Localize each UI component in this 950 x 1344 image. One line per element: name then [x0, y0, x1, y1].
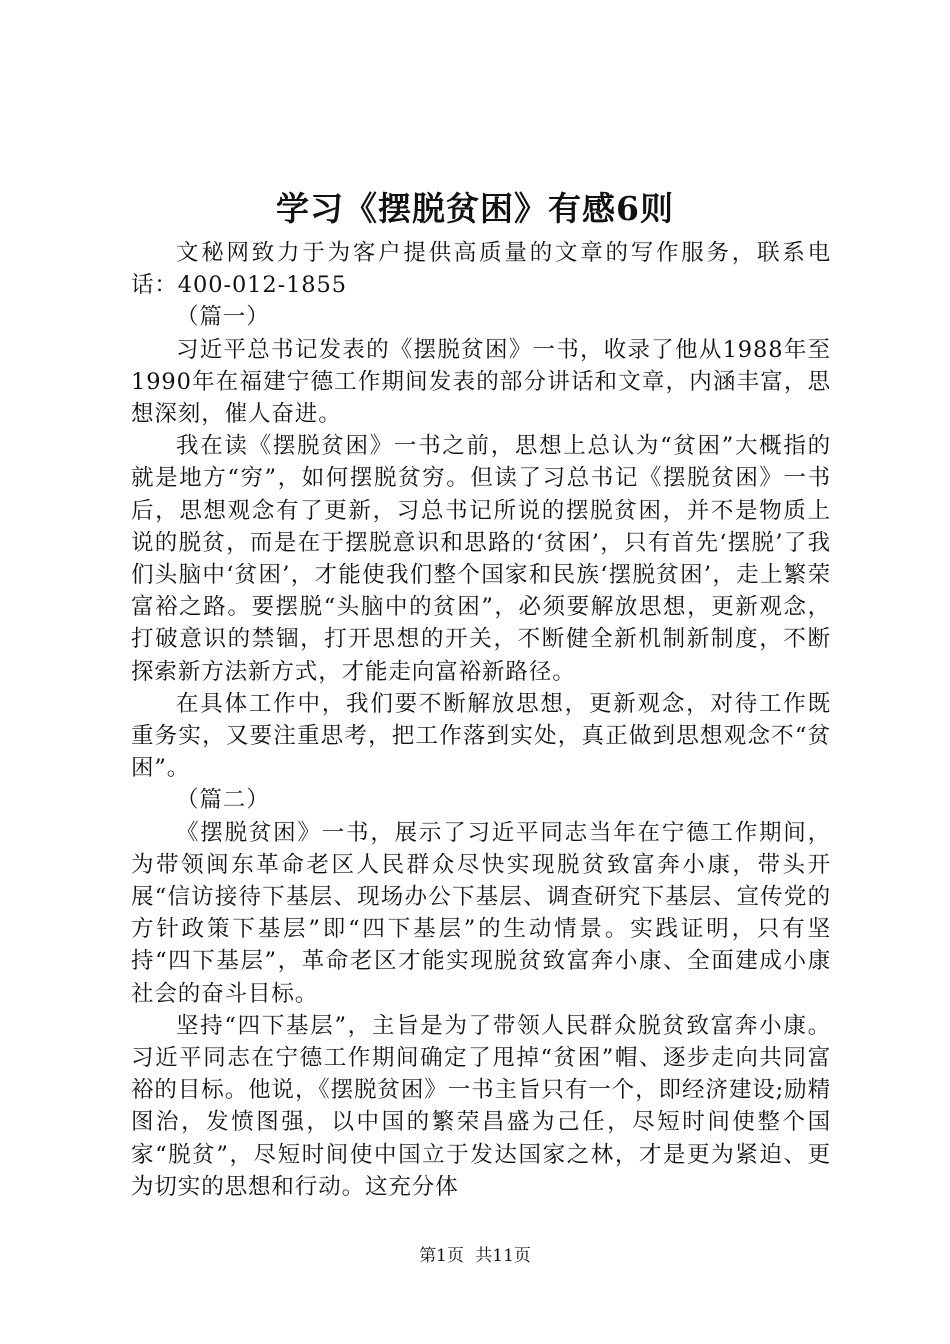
section-heading-2: （篇二） — [176, 787, 270, 814]
document-title: 学习《摆脱贫困》有感6则 — [276, 189, 674, 228]
page-number: 第1页 — [419, 1246, 464, 1266]
paragraph: 习近平总书记发表的《摆脱贫困》一书，收录了他从1988年至1990年在福建宁德工作期间发表的部分讲话和文章，内涵丰富，思想深刻，催人奋进。 — [131, 336, 831, 428]
contact-paragraph: 文秘网致力于为客户提供高质量的文章的写作服务，联系电话：400-012-1855 — [131, 240, 831, 299]
section-heading-1: （篇一） — [176, 304, 270, 331]
paragraph: 《摆脱贫困》一书，展示了习近平同志当年在宁德工作期间，为带领闽东革命老区人民群众尽快实现脱贫致富奔小康，带头开展“信访接待下基层、现场办公下基层、调查研究下基层、宣传党的方针政策下基层”即“四下基层”的生动情景。实践证明，只有坚持“四下基层”，革命老区才能实现脱贫致富奔小康、全面建成小康社会的奋斗目标。 — [131, 819, 831, 1007]
page-footer — [0, 1244, 950, 1268]
paragraph: 坚持“四下基层”，主旨是为了带领人民群众脱贫致富奔小康。习近平同志在宁德工作期间确定了甩掉“贫困”帽、逐步走向共同富裕的目标。他说，《摆脱贫困》一书主旨只有一个，即经济建设;励精图治，发愤图强，以中国的繁荣昌盛为己任，尽短时间使整个国家“脱贫”，尽短时间使中国立于发达国家之林，才是更为紧迫、更为切实的思想和行动。这充分体 — [131, 1012, 831, 1200]
paragraph: 在具体工作中，我们要不断解放思想，更新观念，对待工作既重务实，又要注重思考，把工作落到实处，真正做到思想观念不“贫困”。 — [131, 690, 831, 782]
document-body — [131, 237, 831, 1203]
paragraph: 我在读《摆脱贫困》一书之前，思想上总认为“贫困”大概指的就是地方“穷”，如何摆脱贫穷。但读了习总书记《摆脱贫困》一书后，思想观念有了更新，习总书记所说的摆脱贫困，并不是物质上说的脱贫，而是在于摆脱意识和思路的‘贫困’，只有首先‘摆脱’了我们头脑中‘贫困’，才能使我们整个国家和民族‘摆脱贫困’，走上繁荣富裕之路。要摆脱“头脑中的贫困”，必须要解放思想，更新观念，打破意识的禁锢，打开思想的开关，不断健全新机制新制度，不断探索新方法新方式，才能走向富裕新路径。 — [131, 433, 831, 685]
page-total: 共11页 — [475, 1246, 531, 1266]
